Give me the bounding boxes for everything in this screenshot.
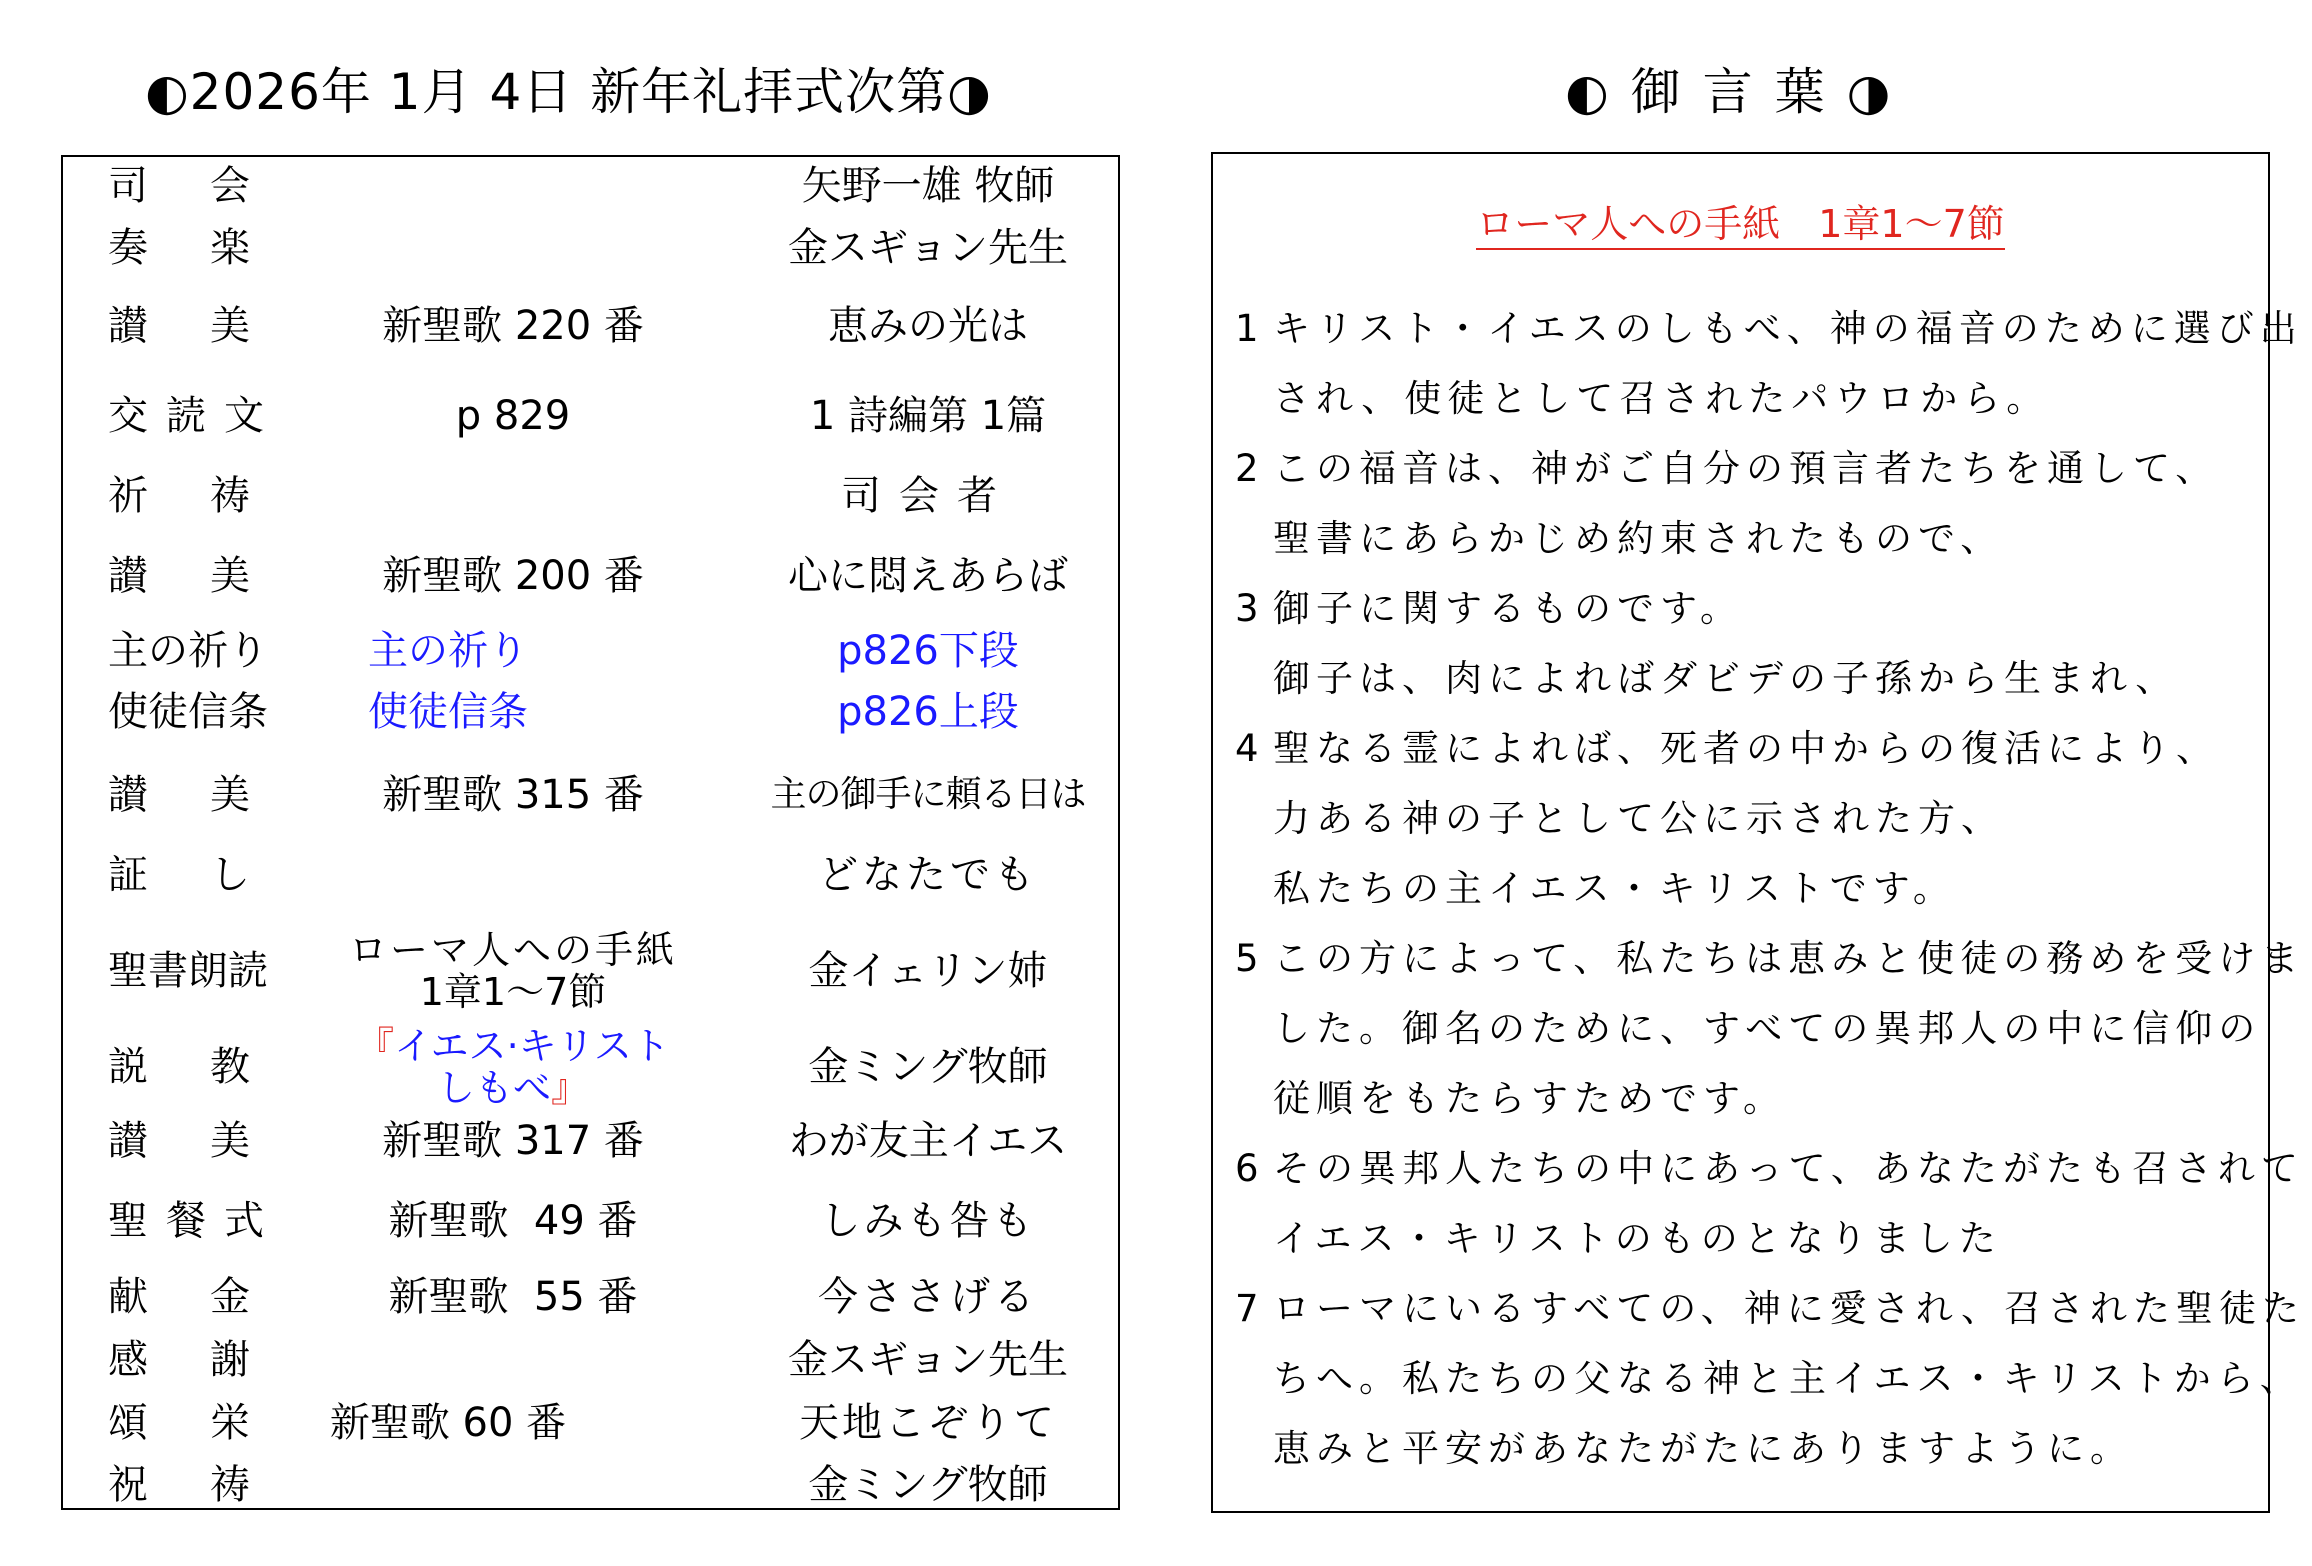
detail-line: ローマ人への手紙 <box>348 928 677 972</box>
verse-text: その異邦人たちの中にあって、あなたがたも召されて <box>1273 1147 2304 1190</box>
item-person: 主の御手に頼る日は <box>770 774 1086 815</box>
item-label: 主の祈り <box>108 628 268 674</box>
item-detail: 使徒信条 <box>368 689 528 735</box>
table-row <box>63 923 1118 1019</box>
item-person: 金スギョン先生 <box>788 1337 1068 1383</box>
close-quote: 』 <box>551 1066 590 1110</box>
table-row <box>63 619 1118 683</box>
item-label: 交読文 <box>108 393 282 439</box>
open-quote: 『 <box>356 1024 395 1068</box>
item-detail <box>313 464 713 528</box>
verse-line <box>1235 1274 2305 1344</box>
item-label: 祈祷 <box>108 473 312 519</box>
item-label: 感謝 <box>108 1337 312 1383</box>
order-of-service-title: ◐2026年 1月 4日 新年礼拝式次第◑ <box>145 63 992 121</box>
verse-text: 御子に関するものです。 <box>1273 587 1744 630</box>
verse-line <box>1235 994 2293 1064</box>
item-detail: 新聖歌 60 番 <box>329 1400 567 1446</box>
item-person: 金スギョン先生 <box>788 225 1068 271</box>
verse-text: した。御名のために、すべての異邦人の中に信仰の <box>1273 1007 2262 1050</box>
detail-text: しもべ <box>436 1066 551 1110</box>
item-label: 讃美 <box>108 303 312 349</box>
verse-number: 5 <box>1235 937 1265 980</box>
item-person: 1 詩編第 1篇 <box>809 393 1047 439</box>
item-detail <box>313 1453 713 1517</box>
scripture-box <box>1211 152 2305 1513</box>
item-detail <box>313 1328 713 1392</box>
verse-text: 従順をもたらすためです。 <box>1273 1077 1787 1120</box>
table-row <box>63 544 1118 608</box>
verse-line <box>1235 434 2255 504</box>
scripture-title: ◐御言葉◑ <box>1565 63 1913 121</box>
verse-text: 御子は、肉によればダビデの子孫から生まれ、 <box>1273 657 2179 700</box>
item-label: 司会 <box>108 163 312 209</box>
verse-line <box>1235 714 2255 784</box>
verse-number: 7 <box>1235 1287 1265 1330</box>
scripture-heading-text: ローマ人への手紙 1章1～7節 <box>1476 202 2005 250</box>
verse-text: イエス・キリストのものとなりました <box>1273 1217 2002 1260</box>
item-detail <box>313 843 713 907</box>
item-label: 証し <box>108 852 312 898</box>
table-row <box>63 1019 1118 1115</box>
verse-text: ローマにいるすべての、神に愛され、召された聖徒た <box>1273 1287 2305 1330</box>
detail-text: イエス·キリスト <box>394 1024 670 1068</box>
item-person: 天地こぞりて <box>799 1400 1057 1446</box>
item-detail: p 829 <box>455 393 571 439</box>
item-label: 使徒信条 <box>108 689 268 735</box>
table-row <box>63 464 1118 528</box>
verse-line <box>1235 784 2293 854</box>
verse-line <box>1235 294 2303 364</box>
table-row <box>63 680 1118 744</box>
item-detail: 新聖歌 49 番 <box>388 1198 638 1244</box>
item-person: しみも咎も <box>820 1198 1036 1244</box>
item-detail <box>313 154 713 218</box>
table-row <box>63 1265 1118 1329</box>
item-detail: 新聖歌 220 番 <box>382 303 644 349</box>
verse-line <box>1235 644 2293 714</box>
verse-line <box>1235 1134 2304 1204</box>
detail-line <box>313 1025 713 1067</box>
item-person: 司会者 <box>841 473 1015 519</box>
verse-text: 力ある神の子として公に示された方、 <box>1273 797 2004 840</box>
item-person: 金イェリン姉 <box>808 948 1048 994</box>
item-detail: 新聖歌 317 番 <box>382 1118 644 1164</box>
item-label: 説教 <box>108 1044 312 1090</box>
item-label: 讃美 <box>108 553 312 599</box>
verse-text: この方によって、私たちは恵みと使徒の務めを受けま <box>1273 937 2305 980</box>
table-row <box>63 154 1118 218</box>
verse-line <box>1235 1344 2303 1414</box>
verse-line <box>1235 364 2293 434</box>
verse-text: 恵みと平安があなたがたにありますように。 <box>1273 1427 2133 1470</box>
verse-text: ちへ。私たちの父なる神と主イエス・キリストから、 <box>1273 1357 2303 1400</box>
item-detail: 新聖歌 200 番 <box>382 553 644 599</box>
table-row <box>63 1109 1118 1173</box>
verse-line <box>1235 854 2293 924</box>
verse-number: 6 <box>1235 1147 1265 1190</box>
verse-text: 聖なる霊によれば、死者の中からの復活により、 <box>1273 727 2219 770</box>
verse-text: され、使徒として召されたパウロから。 <box>1273 377 2050 420</box>
item-label: 讃美 <box>108 1118 312 1164</box>
table-row <box>63 1391 1118 1455</box>
verse-line <box>1235 924 2305 994</box>
item-person: 恵みの光は <box>828 303 1028 349</box>
verse-line <box>1235 504 2293 574</box>
item-label: 祝祷 <box>108 1462 312 1508</box>
item-person: 矢野一雄 牧師 <box>801 163 1055 209</box>
verse-number: 3 <box>1235 587 1265 630</box>
detail-line <box>313 1067 713 1109</box>
table-row <box>63 1453 1118 1517</box>
verse-line <box>1235 1204 2293 1274</box>
verse-number: 4 <box>1235 727 1265 770</box>
verse-line <box>1235 1414 2293 1484</box>
item-label: 献金 <box>108 1274 312 1320</box>
verse-text: 聖書にあらかじめ約束されたもので、 <box>1273 517 2004 560</box>
verse-text: キリスト・イエスのしもべ、神の福音のために選び出 <box>1273 307 2303 350</box>
detail-line: 1章1～7節 <box>419 970 607 1014</box>
item-label: 聖餐式 <box>108 1198 282 1244</box>
item-person: 今ささげる <box>818 1274 1038 1320</box>
item-detail <box>313 1019 713 1121</box>
table-row <box>63 763 1118 827</box>
verse-text: 私たちの主イエス・キリストです。 <box>1273 867 1956 910</box>
verse-line <box>1235 1064 2293 1134</box>
item-person: 金ミング牧師 <box>808 1044 1048 1090</box>
table-row <box>63 1328 1118 1392</box>
table-row <box>63 384 1118 448</box>
item-person: わが友主イエス <box>788 1118 1068 1164</box>
item-label: 讃美 <box>108 772 312 818</box>
item-person: p826上段 <box>837 689 1019 735</box>
item-label: 頌栄 <box>108 1400 312 1446</box>
item-detail <box>313 923 713 1025</box>
item-person: p826下段 <box>837 628 1019 674</box>
item-person: 金ミング牧師 <box>808 1462 1048 1508</box>
item-label: 聖書朗読 <box>108 948 268 994</box>
item-detail <box>313 216 713 280</box>
verse-number: 1 <box>1235 307 1265 350</box>
verse-number: 2 <box>1235 447 1265 490</box>
table-row <box>63 1189 1118 1253</box>
item-detail: 新聖歌 55 番 <box>388 1274 638 1320</box>
item-person: 心に悶えあらば <box>788 553 1068 599</box>
verse-line <box>1235 574 2255 644</box>
item-person: どなたでも <box>818 852 1038 898</box>
verse-text: この福音は、神がご自分の預言者たちを通して、 <box>1273 447 2219 490</box>
table-row <box>63 843 1118 907</box>
order-of-service-table <box>61 155 1120 1510</box>
item-label: 奏楽 <box>108 225 312 271</box>
table-row <box>63 294 1118 358</box>
table-row <box>63 216 1118 280</box>
item-detail: 新聖歌 315 番 <box>382 772 644 818</box>
scripture-heading <box>1213 194 2268 254</box>
item-detail: 主の祈り <box>368 628 528 674</box>
